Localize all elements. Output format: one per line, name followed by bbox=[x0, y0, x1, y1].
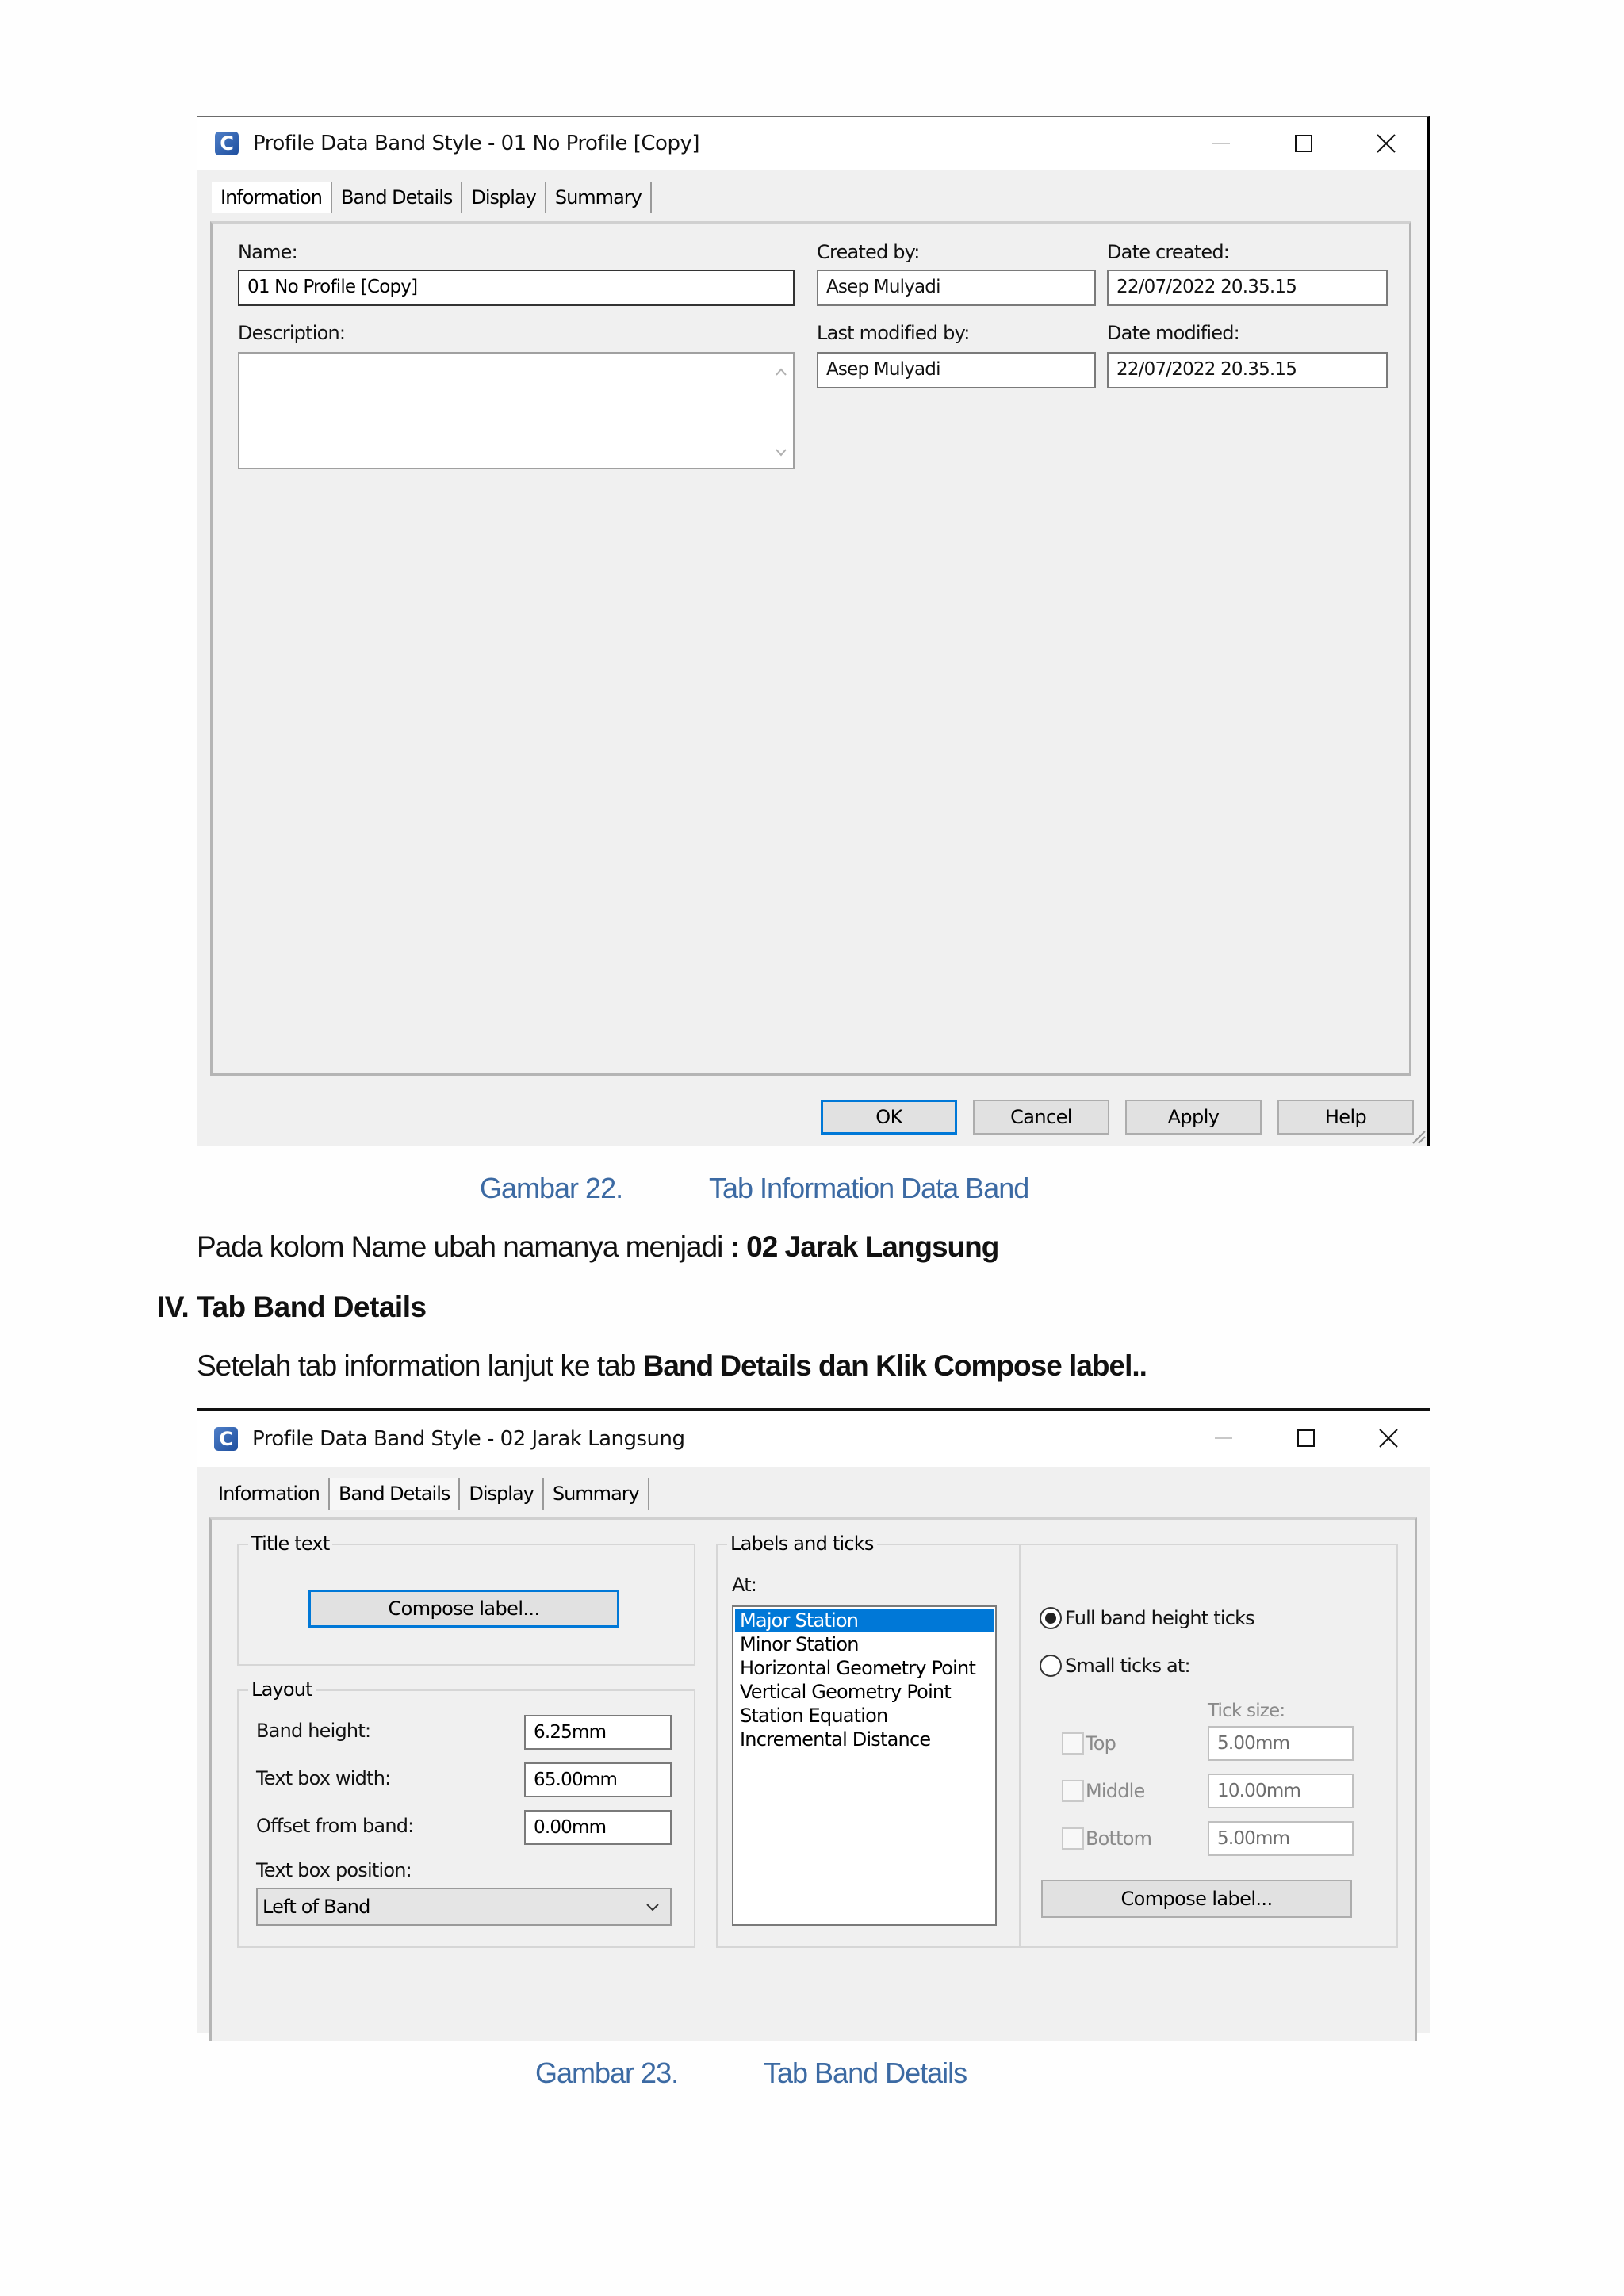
date-modified-field: 22/07/2022 20.35.15 bbox=[1107, 352, 1388, 388]
figure-caption-22-text: Tab Information Data Band bbox=[709, 1172, 1029, 1204]
bottom-tick-checkbox[interactable] bbox=[1062, 1827, 1084, 1850]
window-controls bbox=[1180, 117, 1427, 170]
window-controls-2 bbox=[1182, 1411, 1430, 1465]
maximize-button-2[interactable] bbox=[1265, 1411, 1347, 1465]
paragraph-rename-bold: : 02 Jarak Langsung bbox=[730, 1230, 999, 1263]
minimize-icon bbox=[1215, 1437, 1232, 1440]
at-label: At: bbox=[732, 1574, 757, 1596]
created-by-label: Created by: bbox=[817, 241, 920, 263]
labels-ticks-divider bbox=[1019, 1545, 1021, 1948]
cancel-button[interactable]: Cancel bbox=[973, 1100, 1109, 1135]
text-box-position-select[interactable] bbox=[256, 1888, 672, 1926]
dialog-title: Profile Data Band Style - 01 No Profile [Copy] bbox=[253, 132, 700, 155]
layout-group bbox=[237, 1678, 695, 1948]
text-box-position-value: Left of Band bbox=[262, 1896, 370, 1918]
labels-ticks-group bbox=[716, 1533, 1398, 1948]
scroll-down-icon bbox=[769, 441, 793, 465]
text-box-width-label: Text box width: bbox=[256, 1767, 391, 1789]
bottom-tick-size-field: 5.00mm bbox=[1208, 1821, 1354, 1856]
offset-from-band-label: Offset from band: bbox=[256, 1815, 414, 1837]
tab-display[interactable]: Display bbox=[462, 182, 546, 213]
small-ticks-label[interactable]: Small ticks at: bbox=[1065, 1655, 1190, 1677]
middle-tick-size-field: 10.00mm bbox=[1208, 1774, 1354, 1808]
paragraph-band-details bbox=[197, 1349, 1147, 1383]
paragraph-rename-text: Pada kolom Name ubah namanya menjadi bbox=[197, 1230, 730, 1263]
apply-button[interactable]: Apply bbox=[1125, 1100, 1262, 1135]
tab-strip-2 bbox=[209, 1478, 649, 1510]
chevron-down-icon bbox=[643, 1897, 662, 1916]
close-icon bbox=[1377, 134, 1396, 153]
full-band-ticks-radio[interactable] bbox=[1040, 1607, 1062, 1629]
top-tick-size-field: 5.00mm bbox=[1208, 1726, 1354, 1761]
at-listbox[interactable] bbox=[732, 1605, 997, 1926]
bottom-tick-label: Bottom bbox=[1086, 1827, 1152, 1850]
dialog-title-2: Profile Data Band Style - 02 Jarak Langsung bbox=[252, 1427, 685, 1451]
tab-band-details[interactable]: Band Details bbox=[330, 1478, 460, 1510]
layout-group-label: Layout bbox=[248, 1678, 316, 1701]
last-modified-by-label: Last modified by: bbox=[817, 322, 970, 344]
figure-caption-23-text: Tab Band Details bbox=[764, 2057, 967, 2089]
description-textarea[interactable] bbox=[238, 352, 795, 469]
middle-tick-checkbox[interactable] bbox=[1062, 1780, 1084, 1802]
list-item[interactable]: Incremental Distance bbox=[740, 1728, 931, 1751]
paragraph-band-details-bold: Band Details dan Klik Compose label.. bbox=[642, 1349, 1147, 1382]
paragraph-band-details-text: Setelah tab information lanjut ke tab bbox=[197, 1349, 643, 1382]
tab-summary[interactable]: Summary bbox=[546, 182, 652, 213]
close-button[interactable] bbox=[1345, 117, 1427, 170]
tab-summary[interactable]: Summary bbox=[544, 1478, 649, 1510]
text-box-position-label: Text box position: bbox=[256, 1859, 412, 1881]
figure-caption-23-number: Gambar 23. bbox=[535, 2057, 679, 2089]
band-details-panel bbox=[209, 1517, 1417, 2041]
minimize-icon bbox=[1212, 142, 1230, 145]
tab-information[interactable]: Information bbox=[212, 182, 332, 213]
list-item[interactable]: Horizontal Geometry Point bbox=[740, 1657, 976, 1679]
description-scrollbar[interactable] bbox=[769, 354, 793, 468]
dialog-band-details bbox=[197, 1408, 1430, 2033]
minimize-button[interactable] bbox=[1180, 117, 1262, 170]
help-button[interactable]: Help bbox=[1277, 1100, 1414, 1135]
date-modified-label: Date modified: bbox=[1107, 322, 1239, 344]
minimize-button-2[interactable] bbox=[1182, 1411, 1265, 1465]
tab-band-details[interactable]: Band Details bbox=[332, 182, 462, 213]
title-text-group-label: Title text bbox=[248, 1533, 332, 1555]
top-tick-label: Top bbox=[1086, 1732, 1116, 1755]
information-panel bbox=[210, 221, 1411, 1076]
labels-ticks-group-label: Labels and ticks bbox=[727, 1533, 877, 1555]
middle-tick-label: Middle bbox=[1086, 1780, 1145, 1802]
description-label: Description: bbox=[238, 322, 346, 344]
ok-button[interactable]: OK bbox=[821, 1100, 957, 1135]
small-ticks-radio[interactable] bbox=[1040, 1655, 1062, 1677]
civil3d-app-icon-2: C bbox=[214, 1427, 238, 1451]
tick-size-label: Tick size: bbox=[1208, 1701, 1285, 1721]
title-text-group bbox=[237, 1533, 695, 1666]
title-bar bbox=[197, 117, 1427, 170]
scroll-up-icon bbox=[769, 360, 793, 384]
tab-information[interactable]: Information bbox=[209, 1478, 330, 1510]
maximize-button[interactable] bbox=[1262, 117, 1345, 170]
name-input[interactable]: 01 No Profile [Copy] bbox=[238, 270, 795, 306]
figure-caption-22-number: Gambar 22. bbox=[480, 1172, 623, 1204]
maximize-icon bbox=[1297, 1429, 1315, 1447]
section-heading: IV. Tab Band Details bbox=[157, 1291, 427, 1323]
full-band-ticks-label[interactable]: Full band height ticks bbox=[1065, 1607, 1254, 1629]
last-modified-by-field: Asep Mulyadi bbox=[817, 352, 1096, 388]
date-created-field: 22/07/2022 20.35.15 bbox=[1107, 270, 1388, 306]
created-by-field: Asep Mulyadi bbox=[817, 270, 1096, 306]
list-item[interactable]: Vertical Geometry Point bbox=[740, 1681, 951, 1703]
close-icon bbox=[1379, 1429, 1398, 1448]
dialog-information bbox=[197, 116, 1430, 1146]
close-button-2[interactable] bbox=[1347, 1411, 1430, 1465]
list-item[interactable]: Station Equation bbox=[740, 1705, 888, 1727]
tab-display[interactable]: Display bbox=[460, 1478, 543, 1510]
paragraph-rename bbox=[197, 1230, 998, 1264]
band-height-label: Band height: bbox=[256, 1720, 371, 1742]
title-bar-2 bbox=[197, 1411, 1430, 1467]
maximize-icon bbox=[1295, 135, 1312, 152]
tab-strip bbox=[212, 182, 652, 213]
date-created-label: Date created: bbox=[1107, 241, 1230, 263]
name-label: Name: bbox=[238, 241, 297, 263]
text-box-width-input[interactable]: 65.00mm bbox=[524, 1762, 672, 1797]
offset-from-band-input[interactable]: 0.00mm bbox=[524, 1810, 672, 1845]
resize-grip-icon[interactable] bbox=[1408, 1127, 1426, 1144]
civil3d-app-icon: C bbox=[215, 132, 239, 155]
top-tick-checkbox[interactable] bbox=[1062, 1732, 1084, 1755]
list-item[interactable]: Minor Station bbox=[740, 1633, 859, 1655]
list-item[interactable]: Major Station bbox=[735, 1609, 994, 1632]
band-height-input[interactable]: 6.25mm bbox=[524, 1715, 672, 1750]
compose-label-title-button[interactable]: Compose label... bbox=[308, 1590, 619, 1628]
compose-label-ticks-button[interactable]: Compose label... bbox=[1041, 1880, 1352, 1918]
